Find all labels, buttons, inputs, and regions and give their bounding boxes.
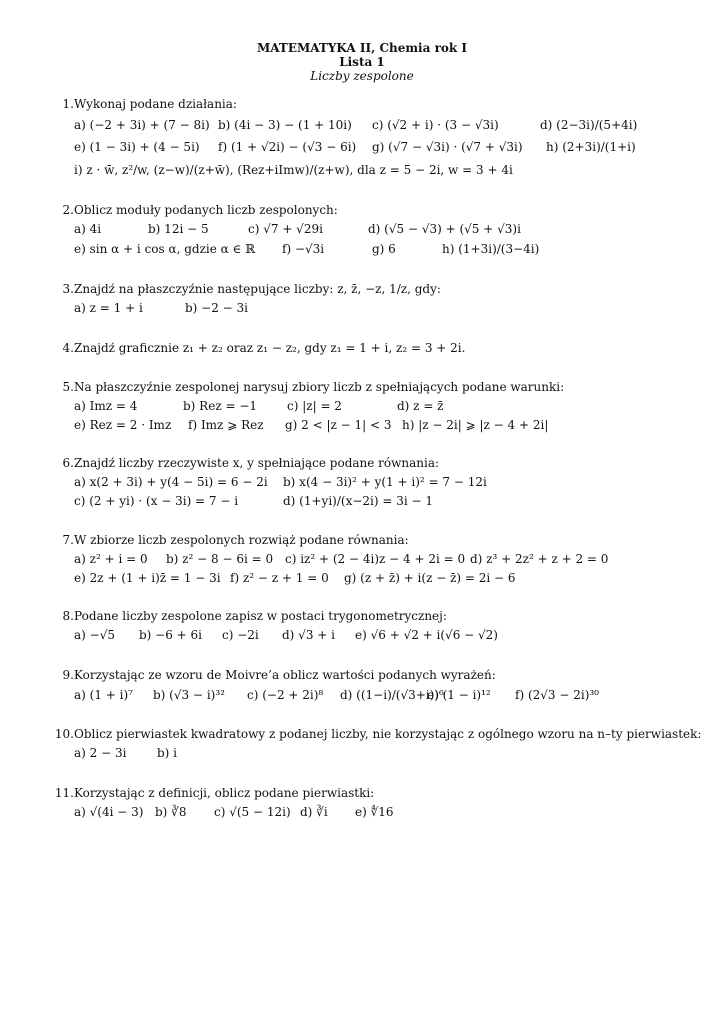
problem-9a: a) (1 + i)⁷ bbox=[74, 688, 133, 702]
problem-9b: b) (√3 − i)³² bbox=[153, 688, 225, 702]
problem-5h: h) |z − 2i| ⩾ |z − 4 + 2i| bbox=[402, 418, 549, 432]
problem-3b: b) −2 − 3i bbox=[185, 301, 249, 315]
problem-5g: g) 2 < |z − 1| < 3 bbox=[285, 418, 392, 432]
document-page: MATEMATYKA II, Chemia rok I Lista 1 Liczby zespolone 1. Wykonaj podane działania: a) (−2 + 3i) + (7 − 8i) b) (4i − 3) − (1 + 10i) c) (√2 + i) · (3 − √3i) d) (2−3i)/(5+4i) e) (1 − 3i) + (4 − 5i) f) (1 + √2i) − (√3 − 6i) g) (√7 − √3i) · (√7 + √3i) h) (2+3i)/(1+i) i) z · w̄, z²/w, (z−w)/(z+w̄), (Rez+iImw)/(z+w), dla z = 5 − 2i, w = 3 + 4i 2. Oblicz moduły podanych liczb zespolonych: a) 4i b) 12i − 5 c) √7 + √29i d) (√5 − √3) + (√5 + √3)i e) sin α + i cos α, gdzie α ∈ ℝ f) −√3i g) 6 h) (1+3i)/(3−4i) 3. Znajdź na płaszczyźnie następujące liczby: z, z̄, −z, 1/z, gdy: a) z = 1 + i b) −2 − 3i 4. Znajdź graficznie z₁ + z₂ oraz z₁ − z₂, gdy z₁ = 1 + i, z₂ = 3 + 2i. 5. Na płaszczyźnie zespolonej narysuj zbiory liczb z spełniających podane warunki: a) Imz = 4 b) Rez = −1 c) |z| = 2 d) z = z̄ e) Rez = 2 · Imz f) Imz ⩾ Rez g) 2 < |z − 1| < 3 h) |z − 2i| ⩾ |z − 4 + 2i| 6. Znajdź liczby rzeczywiste x, y spełniające podane równania: a) x(2 + 3i) + y(4 − 5i) = 6 − 2i b) x(4 − 3i)² + y(1 + i)² = 7 − 12i c) (2 + yi) · (x − 3i) = 7 − i d) (1+yi)/(x−2i) = 3i − 1 7. W zbiorze liczb zespolonych rozwiąż podane równania: a) z² + i = 0 b) z² − 8 − 6i = 0 c) iz² + (2 − 4i)z − 4 + 2i = 0 d) z³ + 2z² + z + 2 = 0 e) 2z + (1 + i)z̄ = 1 − 3i f) z² − z + 1 = 0 g) (z + z̄) + i(z − z̄) = 2i − 6 8. Podane liczby zespolone zapisz w postaci trygonometrycznej: a) −√5 b) −6 + 6i c) −2i d) √3 + i e) √6 + √2 + i(√6 − √2) 9. Korzystając ze wzoru de Moivre’a oblicz wartości podanych wyrażeń: a) (1 + i)⁷ b) (√3 − i)³² c) (−2 + 2i)⁸ d) ((1−i)/(√3+i))⁶ e) (1 − i)¹² f) (2√3 − 2i)³⁰ 10. Oblicz pierwiastek kwadratowy z podanej liczby, nie korzystając z ogólnego wzoru na n–ty pierwiastek: a) 2 − 3i b) i 11. Korzystając z definicji, oblicz podane pierwiastki: a) √(4i − 3) b) ∛8 c) √(5 − 12i) d) ∛i e) ∜16 bbox=[0, 0, 724, 1024]
problem-8b: b) −6 + 6i bbox=[139, 628, 203, 642]
problem-5d: d) z = z̄ bbox=[397, 399, 444, 413]
problem-1e: e) (1 − 3i) + (4 − 5i) bbox=[74, 140, 200, 154]
problem-1f: f) (1 + √2i) − (√3 − 6i) bbox=[218, 140, 357, 154]
problem-5a: a) Imz = 4 bbox=[74, 399, 138, 413]
problem-2h: h) (1+3i)/(3−4i) bbox=[442, 242, 540, 256]
problem-11b: b) ∛8 bbox=[155, 805, 187, 819]
problem-8c: c) −2i bbox=[222, 628, 259, 642]
document-subtitle: Liczby zespolone bbox=[310, 69, 414, 83]
problem-5c: c) |z| = 2 bbox=[287, 399, 342, 413]
problem-10a: a) 2 − 3i bbox=[74, 746, 127, 760]
problem-11d: d) ∛i bbox=[300, 805, 328, 819]
problem-7g: g) (z + z̄) + i(z − z̄) = 2i − 6 bbox=[344, 571, 516, 585]
problem-11c: c) √(5 − 12i) bbox=[214, 805, 291, 819]
problem-1d: d) (2−3i)/(5+4i) bbox=[540, 118, 638, 132]
problem-9e: e) (1 − i)¹² bbox=[427, 688, 491, 702]
problem-8a: a) −√5 bbox=[74, 628, 115, 642]
problem-2d: d) (√5 − √3) + (√5 + √3)i bbox=[368, 222, 521, 236]
problem-2b: b) 12i − 5 bbox=[148, 222, 209, 236]
problem-2e: e) sin α + i cos α, gdzie α ∈ ℝ bbox=[74, 242, 256, 256]
problem-6b: b) x(4 − 3i)² + y(1 + i)² = 7 − 12i bbox=[283, 475, 487, 489]
problem-5f: f) Imz ⩾ Rez bbox=[188, 418, 264, 432]
problem-2c: c) √7 + √29i bbox=[248, 222, 323, 236]
problem-6d: d) (1+yi)/(x−2i) = 3i − 1 bbox=[283, 494, 434, 508]
problem-11a: a) √(4i − 3) bbox=[74, 805, 144, 819]
problem-10b: b) i bbox=[157, 746, 178, 760]
problem-6a: a) x(2 + 3i) + y(4 − 5i) = 6 − 2i bbox=[74, 475, 268, 489]
problem-2g: g) 6 bbox=[372, 242, 396, 256]
problem-5b: b) Rez = −1 bbox=[183, 399, 258, 413]
problem-1i: i) z · w̄, z²/w, (z−w)/(z+w̄), (Rez+iImw)/(z+w), dla z = 5 − 2i, w = 3 + 4i bbox=[74, 163, 513, 177]
problem-8d: d) √3 + i bbox=[282, 628, 335, 642]
problem-3a: a) z = 1 + i bbox=[74, 301, 143, 315]
problem-2f: f) −√3i bbox=[282, 242, 325, 256]
problem-1h: h) (2+3i)/(1+i) bbox=[546, 140, 636, 154]
document-title: MATEMATYKA II, Chemia rok I bbox=[256, 41, 467, 55]
problem-11e: e) ∜16 bbox=[355, 805, 394, 819]
problem-9f: f) (2√3 − 2i)³⁰ bbox=[515, 688, 599, 702]
problem-7e: e) 2z + (1 + i)z̄ = 1 − 3i bbox=[74, 571, 221, 585]
problem-6c: c) (2 + yi) · (x − 3i) = 7 − i bbox=[74, 494, 239, 508]
problem-1b: b) (4i − 3) − (1 + 10i) bbox=[218, 118, 352, 132]
problem-9d: d) ((1−i)/(√3+i))⁶ bbox=[340, 688, 444, 702]
problem-2a: a) 4i bbox=[74, 222, 102, 236]
problem-9c: c) (−2 + 2i)⁸ bbox=[247, 688, 324, 702]
problem-1c: c) (√2 + i) · (3 − √3i) bbox=[372, 118, 499, 132]
list-number: Lista 1 bbox=[339, 55, 385, 69]
problem-7f: f) z² − z + 1 = 0 bbox=[230, 571, 329, 585]
problem-5e: e) Rez = 2 · Imz bbox=[74, 418, 172, 432]
problem-1g: g) (√7 − √3i) · (√7 + √3i) bbox=[372, 140, 523, 154]
problem-7d: d) z³ + 2z² + z + 2 = 0 bbox=[470, 552, 609, 566]
problem-8e: e) √6 + √2 + i(√6 − √2) bbox=[355, 628, 498, 642]
problem-1a: a) (−2 + 3i) + (7 − 8i) bbox=[74, 118, 210, 132]
problem-7a: a) z² + i = 0 bbox=[74, 552, 148, 566]
problem-7c: c) iz² + (2 − 4i)z − 4 + 2i = 0 bbox=[285, 552, 466, 566]
problem-7b: b) z² − 8 − 6i = 0 bbox=[166, 552, 274, 566]
